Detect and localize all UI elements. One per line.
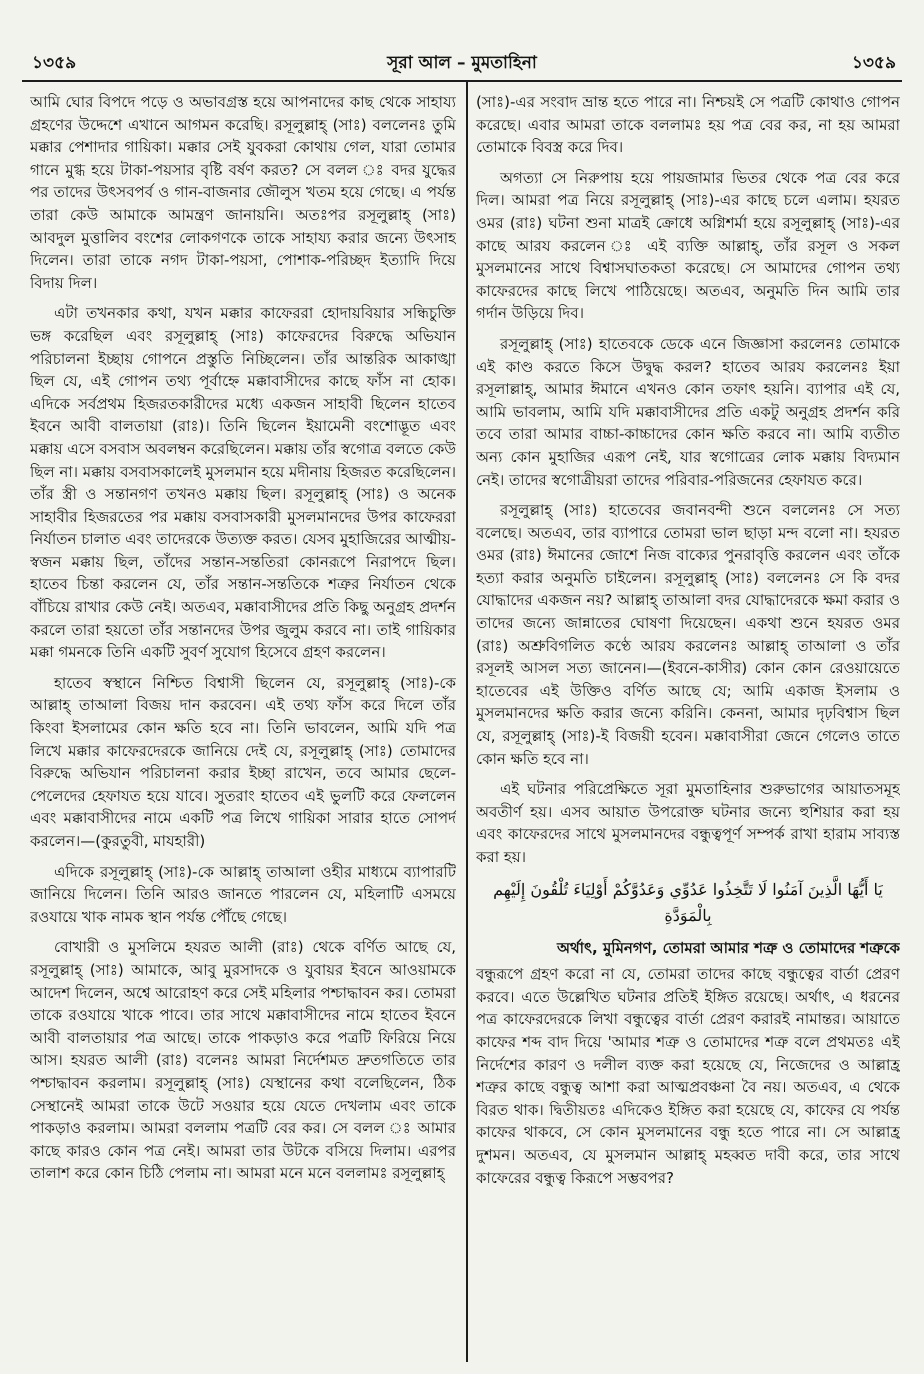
paragraph: বন্ধুরূপে গ্রহণ করো না যে, তোমরা তাদের কাছে বন্ধুত্বের বার্তা প্রেরণ করবে। এতে উল্লেখিত ঘটনার প্রতিই ইঙ্গিত রয়েছে। অর্থাৎ, এ ধরনের পত্র কাফেরদেরকে লিখা বন্ধুত্বের বার্তা প্রেরণ করারই নামান্তর। আয়াতে কাফের শব্দ বাদ দিয়ে 'আমার শত্রু ও তোমাদের শত্রু বলে প্রথমতঃ এই নির্দেশের কারণ ও দলীল ব্যক্ত করা হয়েছে যে, নিজেদের ও আল্লাহ্র শত্রুর কাছে বন্ধুত্ব আশা করা আত্মপ্রবঞ্চনা বৈ নয়। অতএব, এ থেকে বিরত থাক। দ্বিতীয়তঃ এদিকেও ইঙ্গিত করা হয়েছে যে, কাফের যে পর্যন্ত কাফের থাকবে, সে কোন মুসলমানের বন্ধু হতে পারে না। সে আল্লাহ্র দুশমন। অতএব, যে মুসলমান আল্লাহ্ মহব্বত দাবী করে, তার সাথে কাফেরের বন্ধুত্ব কিরূপে সম্ভবপর? xyxy=(476,965,900,1187)
paragraph: (সাঃ)-এর সংবাদ ভ্রান্ত হতে পারে না। নিশ্চয়ই সে পত্রটি কোথাও গোপন করেছে। এবার আমরা তাকে বললামঃ হয় পত্র বের কর, না হয় আমরা তোমাকে বিবস্ত্র করে দিব। xyxy=(476,93,900,157)
left-column xyxy=(30,91,456,1361)
paragraph: রসূলুল্লাহ্ (সাঃ) হাতেবের জবানবন্দী শুনে বললেনঃ সে সত্য বলেছে। অতএব, তার ব্যাপারে তোমরা ভাল ছাড়া মন্দ বলো না। হযরত ওমর (রাঃ) ঈমানের জোশে নিজ বাক্যের পুনরাবৃত্তি করলেন এবং তাঁকে হত্যা করার অনুমতি চাইলেন। রসূলুল্লাহ্ (সাঃ) বললেনঃ সে কি বদর যোদ্ধাদের একজন নয়? আল্লাহ্ তাআলা বদর যোদ্ধাদেরকে ক্ষমা করার ও তাদের জন্যে জান্নাতের ঘোষণা দিয়েছেন। একথা শুনে হযরত ওমর (রাঃ) অশ্রুবিগলিত কণ্ঠে আরয করলেনঃ আল্লাহ্ তাআলা ও তাঁর রসূলই আসল সত্য জানেন।—(ইবনে-কাসীর) কোন কোন রেওয়ায়েতে হাতেবের এই উক্তিও বর্ণিত আছে যে; আমি একাজ ইসলাম ও মুসলমানদের ক্ষতি করার জন্যে করিনি। কেননা, আমার দৃঢ়বিশ্বাস ছিল যে, রসূলুল্লাহ্ (সাঃ)-ই বিজয়ী হবেন। মক্কাবাসীরা জেনে গেলেও তাতে কোন ক্ষতি হবে না। xyxy=(476,501,900,768)
running-title: সূরা আল – মুমতাহিনা xyxy=(387,53,537,73)
right-column xyxy=(476,91,900,1361)
header-rule xyxy=(22,80,902,82)
paragraph: অগত্যা সে নিরুপায় হয়ে পায়জামার ভিতর থেকে পত্র বের করে দিল। আমরা পত্র নিয়ে রসূলুল্লাহ্ (সাঃ)-এর কাছে চলে এলাম। হযরত ওমর (রাঃ) ঘটনা শুনা মাত্রই ক্রোধে অগ্নিশর্মা হয়ে রসূলুল্লাহ্ (সাঃ)-এর কাছে আরয করলেন ঃ এই ব্যক্তি আল্লাহ্, তাঁর রসূল ও সকল মুসলমানের সাথে বিশ্বাসঘাতকতা করেছে। সে আমাদের গোপন তথ্য কাফেরদের কাছে লিখে পাঠিয়েছে। অতএব, অনুমতি দিন আমি তার গর্দান উড়িয়ে দিব। xyxy=(476,168,900,323)
arabic-verse: يَا أَيُّهَا الَّذِينَ آمَنُوا لَا تَتَّخِذُوا عَدُوِّي وَعَدُوَّكُمْ أَوْلِيَاءَ تُلْقُونَ إِلَيْهِم بِالْمَوَدَّةِ xyxy=(493,879,883,925)
paragraph: বোখারী ও মুসলিমে হযরত আলী (রাঃ) থেকে বর্ণিত আছে যে, রসূলুল্লাহ্ (সাঃ) আমাকে, আবু মুরসাদকে ও যুবায়র ইবনে আওয়ামকে আদেশ দিলেন, অশ্বে আরোহণ করে সেই মহিলার পশ্চাদ্ধাবন কর। তোমরা তাকে রওযায়ে খাকে পাবে। তার সাথে মক্কাবাসীদের নামে হাতেব ইবনে আবী বালতায়ার পত্র আছে। তাকে পাকড়াও করে পত্রটি ফিরিয়ে নিয়ে আস। হযরত আলী (রাঃ) বলেনঃ আমরা নির্দেশমত দ্রুতগতিতে তার পশ্চাদ্ধাবন করলাম। রসূলুল্লাহ্ (সাঃ) যেস্থানের কথা বলেছিলেন, ঠিক সেস্থানেই আমরা তাকে উটে সওয়ার হয়ে যেতে দেখলাম এবং তাকে পাকড়াও করলাম। আমরা বললাম পত্রটি বের কর। সে বলল ঃ আমার কাছে কারও কোন পত্র নেই। আমরা তার উটকে বসিয়ে দিলাম। এরপর তালাশ করে কোন চিঠি পেলাম না। আমরা মনে মনে বললামঃ রসূলুল্লাহ্ xyxy=(30,938,456,1183)
page-header xyxy=(0,0,924,86)
column-divider xyxy=(466,82,468,1362)
paragraph: রসূলুল্লাহ্ (সাঃ) হাতেবকে ডেকে এনে জিজ্ঞাসা করলেনঃ তোমাকে এই কাণ্ড করতে কিসে উদ্বুদ্ধ করল? হাতেব আরয করলেনঃ ইয়া রসূলাল্লাহ্, আমার ঈমানে এখনও কোন তফাৎ হয়নি। ব্যাপার এই যে, আমি ভাবলাম, আমি যদি মক্কাবাসীদের প্রতি একটু অনুগ্রহ প্রদর্শন করি তবে তারা আমার বাচ্চা-কাচ্চাদের কোন ক্ষতি করবে না। আমি ব্যতীত অন্য কোন মুহাজির এরূপ নেই, যার স্বগোত্রের লোক মক্কায় বিদ্যমান নেই। তাদের স্বগোত্রীয়রা তাদের পরিবার-পরিজনের হেফাযত করে। xyxy=(476,334,900,489)
page-number-left: ১৩৫৯ xyxy=(32,53,77,73)
paragraph: এটা তখনকার কথা, যখন মক্কার কাফেররা হোদায়বিয়ার সন্ধিচুক্তি ভঙ্গ করেছিল এবং রসূলুল্লাহ্ (সাঃ) কাফেরদের বিরুদ্ধে অভিযান পরিচালনা ইচ্ছায় গোপনে প্রস্তুতি নিচ্ছিলেন। তাঁর আন্তরিক আকাঙ্খা ছিল যে, এই গোপন তথ্য পূর্বাহ্নে মক্কাবাসীদের কাছে ফাঁস না হোক। এদিকে সর্বপ্রথম হিজরতকারীদের মধ্যে একজন সাহাবী ছিলেন হাতেব ইবনে আবী বালতায়া (রাঃ)। তিনি ছিলেন ইয়ামেনী বংশোদ্ভূত এবং মক্কায় এসে বসবাস অবলম্বন করেছিলেন। মক্কায় তাঁর স্বগোত্র বলতে কেউ ছিল না। মক্কায় বসবাসকালেই মুসলমান হয়ে মদীনায় হিজরত করেছিলেন। তাঁর স্ত্রী ও সন্তানগণ তখনও মক্কায় ছিল। রসূলুল্লাহ্ (সাঃ) ও অনেক সাহাবীর হিজরতের পর মক্কায় বসবাসকারী মুসলমানদের উপর কাফেররা নির্যাতন চালাত এবং তাদেরকে উত্যক্ত করত। যেসব মুহাজিরের আত্মীয়-স্বজন মক্কায় ছিল, তাঁদের সন্তান-সন্ততিরা কোনরূপে নিরাপদে ছিল। হাতেব চিন্তা করলেন যে, তাঁর সন্তান-সন্ততিকে শত্রুর নির্যাতন থেকে বাঁচিয়ে রাখার কেউ নেই। অতএব, মক্কাবাসীদের প্রতি কিছু অনুগ্রহ প্রদর্শন করলে তারা হয়তো তাঁর সন্তানদের উপর জুলুম করবে না। তাই গায়িকার মক্কা গমনকে তিনি একটি সুবর্ণ সুযোগ হিসেবে গ্রহণ করলেন। xyxy=(30,304,456,662)
paragraph: এদিকে রসূলুল্লাহ্ (সাঃ)-কে আল্লাহ্ তাআলা ওহীর মাধ্যমে ব্যাপারটি জানিয়ে দিলেন। তিনি আরও জানতে পারলেন যে, মহিলাটি এসময়ে রওযায়ে খাক নামক স্থান পর্যন্ত পৌঁছে গেছে। xyxy=(30,862,456,926)
page-number-right: ১৩৫৯ xyxy=(851,53,896,73)
paragraph: এই ঘটনার পরিপ্রেক্ষিতে সূরা মুমতাহিনার শুরুভাগের আয়াতসমূহ অবতীর্ণ হয়। এসব আয়াত উপরোক্ত ঘটনার জন্যে হুশিয়ার করা হয় এবং কাফেরদের সাথে মুসলমানদের বন্ধুত্বপূর্ণ সম্পর্ক রাখা হারাম সাব্যস্ত করা হয়। xyxy=(476,780,900,866)
verse-translation: অর্থাৎ, মুমিনগণ, তোমরা আমার শত্রু ও তোমাদের শত্রুকে xyxy=(556,938,900,957)
paragraph: আমি ঘোর বিপদে পড়ে ও অভাবগ্রস্ত হয়ে আপনাদের কাছ থেকে সাহায্য গ্রহণের উদ্দেশে এখানে আগমন করেছি। রসূলুল্লাহ্ (সাঃ) বললেনঃ তুমি মক্কার পেশাদার গায়িকা। মক্কার সেই যুবকরা কোথায় গেল, যারা তোমার গানে মুগ্ধ হয়ে টাকা-পয়সার বৃষ্টি বর্ষণ করত? সে বলল ঃ বদর যুদ্ধের পর তাদের উৎসবপর্ব ও গান-বাজনার জৌলুস খতম হয়ে গেছে। এ পর্যন্ত তারা কেউ আমাকে আমন্ত্রণ জানায়নি। অতঃপর রসূলুল্লাহ্ (সাঃ) আবদুল মুত্তালিব বংশের লোকগণকে তাকে সাহায্য করার জন্যে উৎসাহ দিলেন। তারা তাকে নগদ টাকা-পয়সা, পোশাক-পরিচ্ছদ ইত্যাদি দিয়ে বিদায় দিল। xyxy=(30,93,456,292)
paragraph: হাতেব স্বস্থানে নিশ্চিত বিশ্বাসী ছিলেন যে, রসূলুল্লাহ্ (সাঃ)-কে আল্লাহ্ তাআলা বিজয় দান করবেন। এই তথ্য ফাঁস করে দিলে তাঁর কিংবা ইসলামের কোন ক্ষতি হবে না। তিনি ভাবলেন, আমি যদি পত্র লিখে মক্কার কাফেরদেরকে জানিয়ে দেই যে, রসূলুল্লাহ্ (সাঃ) তোমাদের বিরুদ্ধে অভিযান পরিচালনা করার ইচ্ছা রাখেন, তবে আমার ছেলে-পেলেদের হেফাযত হয়ে যাবে। সুতরাং হাতেব এই ভুলটি করে ফেললেন এবং মক্কাবাসীদের নামে একটি পত্র লিখে গায়িকা সারার হাতে সোপর্দ করলেন।—(কুরতুবী, মাযহারী) xyxy=(30,673,456,850)
